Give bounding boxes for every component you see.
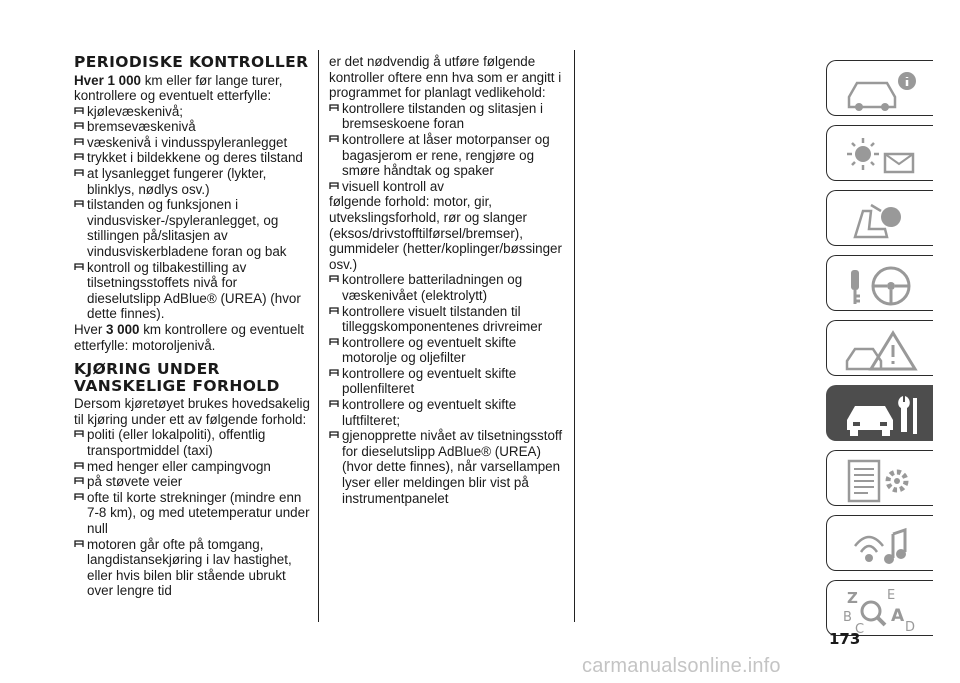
chapter-tab[interactable] bbox=[826, 450, 933, 506]
svg-text:E: E bbox=[887, 588, 896, 603]
bullet-icon bbox=[74, 153, 84, 161]
list-item bbox=[74, 260, 310, 322]
chapter-tab[interactable] bbox=[826, 190, 933, 246]
list-item-text: væskenivå i vindusspyleranlegget bbox=[87, 134, 288, 150]
list-item-text: kontrollere og eventuelt skifte pollenfilteret bbox=[342, 365, 517, 397]
bullet-icon bbox=[329, 369, 339, 377]
bold-1000: Hver 1 000 bbox=[74, 72, 142, 88]
list-item bbox=[74, 490, 310, 537]
list-item bbox=[74, 474, 310, 490]
list-item-text: gjenopprette nivået av tilsetningsstoff for dieselutslipp AdBlue® (UREA) (hvor dette finnes), når varsellampen lyser eller meldingen blir vist på instrumentpanelet bbox=[342, 428, 563, 506]
list-item bbox=[74, 150, 310, 166]
conditions-list bbox=[74, 427, 310, 599]
list-item bbox=[74, 119, 310, 135]
list-item bbox=[329, 272, 567, 303]
list-item-text: kjølevæskenivå; bbox=[87, 103, 183, 119]
paragraph-more-often: er det nødvendig å utføre følgende kontroller oftere enn hva som er angitt i programmet for planlagt vedlikehold: bbox=[329, 54, 562, 101]
bullet-icon bbox=[74, 138, 84, 146]
paragraph-conditions-intro: Dersom kjøretøyet brukes hovedsakelig til kjøring under ett av følgende forhold: bbox=[74, 396, 310, 427]
car-wrench-icon bbox=[841, 392, 921, 438]
list-item-text: kontrollere at låser motorpanser og bagasjerom er rene, rengjøre og smøre håndtak og spaker bbox=[342, 131, 550, 179]
page-number: 173 bbox=[829, 630, 861, 648]
list-item-text: bremsevæskenivå bbox=[87, 119, 196, 135]
chapter-tab[interactable] bbox=[826, 385, 933, 441]
seat-airbag-icon bbox=[841, 197, 921, 243]
list-item-text: kontrollere og eventuelt skifte luftfilteret; bbox=[342, 397, 517, 428]
list-item-text: ofte til korte strekninger (mindre enn 7-8 km), og med utetemperatur under null bbox=[87, 489, 310, 536]
list-item-text: motoren går ofte på tomgang, langdistansekjøring i lav hastighet, eller hvis bilen blir stående ubrukt over lengre tid bbox=[87, 536, 292, 599]
list-item bbox=[74, 459, 310, 475]
list-item-text: at lysanlegget fungerer (lykter, blinklys, nødlys osv.) bbox=[87, 166, 267, 197]
list-item-text: kontrollere og eventuelt skifte motorolje og oljefilter bbox=[342, 334, 517, 366]
list-item-text: kontroll og tilbakestilling av tilsetningsstoffets nivå for dieselutslipp AdBlue® (UREA) (hvor dette finnes). bbox=[87, 259, 301, 322]
paragraph-visual-check-items: følgende forhold: motor, gir, utvekslingsforhold, rør og slanger (eksos/drivstofftilførsel/bremser), gummideler (hetter/koplinger/bøssinger osv.) bbox=[329, 194, 562, 272]
bullet-icon bbox=[74, 263, 84, 271]
bullet-icon bbox=[74, 122, 84, 130]
svg-text:D: D bbox=[905, 620, 916, 633]
list-item-text: med henger eller campingvogn bbox=[87, 458, 271, 474]
bullet-icon bbox=[329, 182, 339, 190]
chapter-tab[interactable] bbox=[826, 60, 933, 116]
paragraph-every-3000 bbox=[74, 322, 310, 353]
svg-text:C: C bbox=[855, 622, 865, 633]
heading-periodic-checks: PERIODISKE KONTROLLER bbox=[74, 53, 309, 71]
chapter-tab[interactable] bbox=[826, 320, 933, 376]
svg-text:Z: Z bbox=[847, 589, 858, 607]
bullet-icon bbox=[329, 104, 339, 112]
list-item-text: tilstanden og funksjonen i vindusvisker-/spyleranlegget, og stillingen på/slitasjen av vindusviskerbladene foran og bak bbox=[87, 197, 287, 260]
bullet-icon bbox=[329, 135, 339, 143]
chapter-tab[interactable] bbox=[826, 515, 933, 571]
list-item bbox=[329, 335, 567, 366]
list-item-text: kontrollere visuelt tilstanden til tilleggskomponentenes drivreimer bbox=[342, 303, 543, 335]
column-divider bbox=[318, 50, 319, 622]
list-item bbox=[329, 101, 567, 132]
specifications-gear-icon bbox=[841, 457, 921, 503]
list-item bbox=[74, 104, 310, 120]
bullet-icon bbox=[74, 107, 84, 115]
list-item bbox=[74, 166, 310, 197]
emergency-warning-triangle-icon bbox=[841, 327, 921, 373]
list-item bbox=[329, 304, 567, 335]
paragraph-prefix: Hver bbox=[74, 322, 106, 337]
check-list-1000 bbox=[74, 104, 310, 322]
paragraph-every-1000 bbox=[74, 73, 310, 104]
bullet-icon bbox=[74, 477, 84, 485]
car-info-icon bbox=[841, 67, 921, 113]
list-item bbox=[74, 427, 310, 458]
bullet-icon bbox=[329, 400, 339, 408]
bold-3000: 3 000 bbox=[106, 322, 140, 337]
svg-text:B: B bbox=[843, 610, 852, 625]
chapter-tabs bbox=[826, 60, 934, 645]
right-column bbox=[329, 54, 567, 506]
chapter-tab[interactable] bbox=[826, 125, 933, 181]
list-item bbox=[329, 366, 567, 397]
bullet-icon bbox=[74, 200, 84, 208]
list-item bbox=[329, 397, 567, 428]
column-divider bbox=[574, 50, 575, 622]
key-steering-wheel-icon bbox=[841, 262, 921, 308]
paragraph-text: km eller før lange turer, kontrollere og eventuelt etterfylle: bbox=[74, 72, 283, 104]
bullet-icon bbox=[74, 493, 84, 501]
bullet-icon bbox=[74, 430, 84, 438]
left-column bbox=[74, 54, 310, 599]
list-item bbox=[74, 135, 310, 151]
paragraph-text: km kontrollere og eventuelt etterfylle: motoroljenivå. bbox=[74, 322, 305, 353]
list-item-text: visuell kontroll av bbox=[342, 178, 444, 194]
bullet-icon bbox=[74, 462, 84, 470]
alphabetical-index-icon bbox=[841, 587, 921, 633]
multimedia-note-icon bbox=[841, 522, 921, 568]
bullet-icon bbox=[329, 275, 339, 283]
list-item bbox=[74, 537, 310, 599]
list-item-text: kontrollere tilstanden og slitasjen i bremseskoene foran bbox=[342, 100, 543, 132]
svg-text:A: A bbox=[891, 606, 905, 626]
list-item-text: politi (eller lokalpoliti), offentlig transportmiddel (taxi) bbox=[87, 427, 266, 458]
list-item-text: kontrollere batteriladningen og væskenivået (elektrolytt) bbox=[342, 272, 523, 303]
chapter-tab[interactable] bbox=[826, 255, 933, 311]
watermark: carmanualsonline.info bbox=[582, 655, 781, 677]
warning-lights-message-icon bbox=[841, 132, 921, 178]
list-item bbox=[74, 197, 310, 259]
list-item bbox=[329, 428, 567, 506]
list-item bbox=[329, 179, 567, 195]
bullet-icon bbox=[74, 169, 84, 177]
list-item-text: trykket i bildekkene og deres tilstand bbox=[87, 150, 303, 166]
bullet-icon bbox=[329, 431, 339, 439]
frequent-check-list-2 bbox=[329, 272, 567, 506]
chapter-tab[interactable] bbox=[826, 580, 933, 636]
list-item-text: på støvete veier bbox=[87, 474, 183, 490]
bullet-icon bbox=[329, 338, 339, 346]
frequent-check-list bbox=[329, 101, 567, 195]
list-item bbox=[329, 132, 567, 179]
heading-difficult-conditions: KJØRING UNDER VANSKELIGE FORHOLD bbox=[74, 360, 280, 395]
bullet-icon bbox=[74, 540, 84, 548]
bullet-icon bbox=[329, 307, 339, 315]
